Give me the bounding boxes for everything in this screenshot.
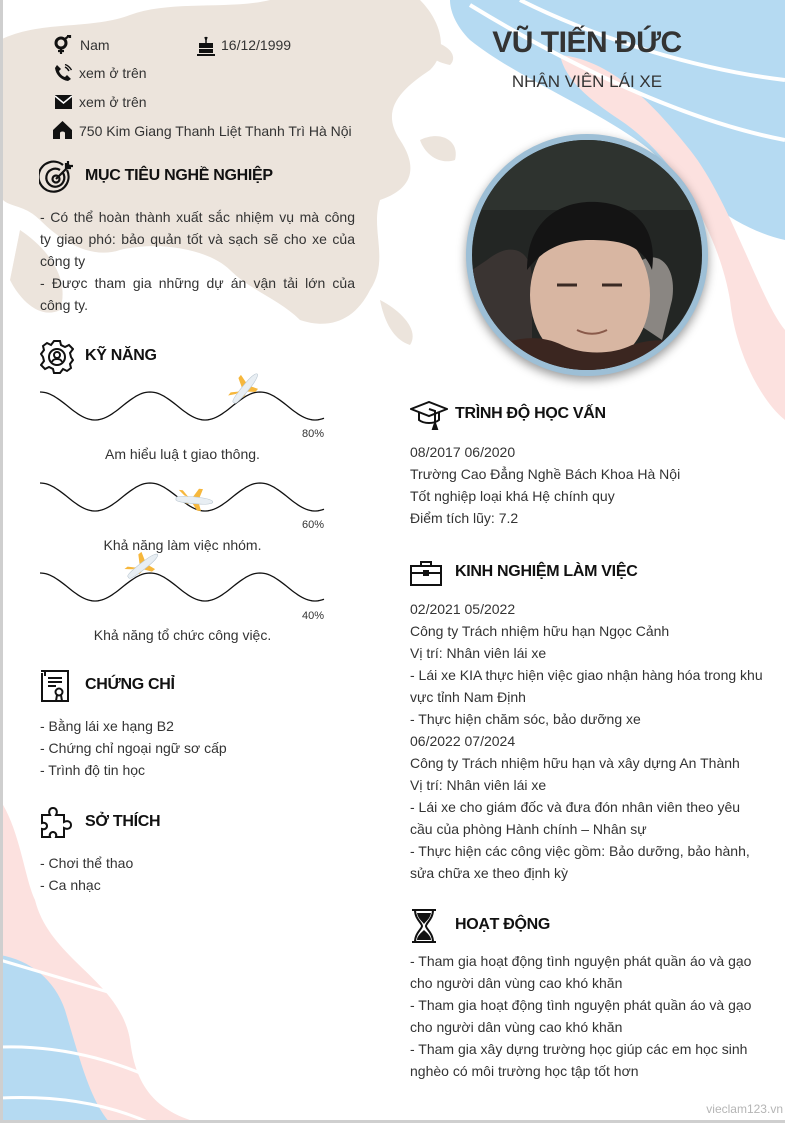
education-title: TRÌNH ĐỘ HỌC VẤN: [455, 405, 606, 422]
activity-line: - Tham gia xây dựng trường học giúp các em học sinh: [410, 1041, 748, 1057]
education-line: Trường Cao Đẳng Nghề Bách Khoa Hà Nội: [410, 466, 681, 482]
email-text: xem ở trên: [79, 94, 147, 110]
objective-title: MỤC TIÊU NGHỀ NGHIỆP: [85, 167, 273, 184]
education-details: [410, 441, 680, 529]
experience-line: 06/2022 07/2024: [410, 733, 516, 749]
hobbies-list: [40, 852, 133, 896]
phone-text: xem ở trên: [79, 65, 147, 81]
objective-line: công ty: [40, 253, 86, 269]
activities-details: [410, 950, 751, 1082]
skill-label: Am hiểu luậ t giao thông.: [105, 446, 260, 462]
experience-line: Vị trí: Nhân viên lái xe: [410, 645, 547, 661]
education-line: Điểm tích lũy: 7.2: [410, 510, 519, 526]
experience-line: - Thực hiện các công việc gồm: Bảo dưỡng, bảo hành,: [410, 843, 750, 859]
skill-percent: 40%: [302, 610, 325, 622]
birthday-text: 16/12/1999: [221, 37, 292, 53]
skill-percent: 60%: [302, 519, 325, 531]
certificate-item: - Bằng lái xe hạng B2: [40, 718, 174, 734]
activity-line: - Tham gia hoạt động tình nguyện phát quần áo và gạo: [410, 997, 752, 1013]
activities-title: HOẠT ĐỘNG: [455, 916, 551, 933]
puzzle-icon: [40, 807, 72, 839]
skills-title: KỸ NĂNG: [85, 347, 157, 364]
certificate-icon: [40, 668, 70, 704]
skill-percent: 80%: [302, 428, 325, 440]
activity-line: cho người dân vùng cao khó khăn: [410, 1019, 623, 1035]
objective-line: - Được tham gia những dự án vận tải lớn của: [40, 275, 355, 291]
profile-photo: [466, 134, 708, 376]
experience-line: - Lái xe KIA thực hiện việc giao nhận hàng hóa trong khu: [410, 667, 763, 683]
airplane-icon: [225, 366, 265, 409]
hobbies-title: SỞ THÍCH: [85, 813, 161, 830]
address-text: 750 Kim Giang Thanh Liệt Thanh Trì Hà Nội: [79, 123, 352, 139]
hobby-item: - Chơi thể thao: [40, 855, 134, 871]
experience-line: Công ty Trách nhiệm hữu hạn và xây dựng An Thành: [410, 755, 740, 771]
experience-line: sửa chữa xe theo định kỳ: [410, 865, 569, 881]
certificate-item: - Chứng chỉ ngoại ngữ sơ cấp: [40, 740, 227, 756]
objective-line: công ty.: [40, 297, 88, 313]
experience-line: vực tỉnh Nam Định: [410, 689, 526, 705]
activity-line: - Tham gia hoạt động tình nguyện phát quần áo và gạo: [410, 953, 752, 969]
activity-line: cho người dân vùng cao khó khăn: [410, 975, 623, 991]
profile-photo-image: [472, 140, 702, 370]
activity-line: nghèo có môi trường học tập tốt hơn: [410, 1063, 639, 1079]
watermark: vieclam123.vn: [706, 1102, 783, 1116]
skill-label: Khả năng tổ chức công việc.: [93, 627, 272, 643]
hourglass-icon: [412, 909, 436, 943]
certificates-list: [40, 715, 227, 781]
experience-line: - Lái xe cho giám đốc và đưa đón nhân viên theo yêu: [410, 799, 741, 815]
experience-line: 02/2021 05/2022: [410, 601, 516, 617]
certificate-item: - Trình độ tin học: [40, 762, 146, 778]
skill-label: Khả năng làm việc nhóm.: [103, 537, 262, 553]
education-line: Tốt nghiệp loại khá Hệ chính quy: [410, 488, 615, 504]
candidate-name: VŨ TIẾN ĐỨC: [492, 26, 682, 59]
experience-line: Công ty Trách nhiệm hữu hạn Ngọc Cảnh: [410, 623, 670, 639]
objective-line: - Có thể hoàn thành xuất sắc nhiệm vụ mà công: [40, 209, 355, 225]
experience-details: [410, 598, 763, 884]
objective-line: ty giao phó: bảo quản tốt và sạch sẽ cho xe của: [40, 231, 355, 247]
gender-text: Nam: [80, 37, 110, 53]
education-line: 08/2017 06/2020: [410, 444, 516, 460]
hobby-item: - Ca nhạc: [40, 877, 101, 893]
experience-line: - Thực hiện chăm sóc, bảo dưỡng xe: [410, 711, 641, 727]
briefcase-icon: [410, 560, 442, 586]
experience-line: cầu của phòng Hành chính – Nhân sự: [410, 821, 647, 837]
graduation-cap-icon: [410, 401, 448, 431]
experience-line: Vị trí: Nhân viên lái xe: [410, 777, 547, 793]
experience-title: KINH NGHIỆM LÀM VIỆC: [455, 563, 638, 580]
job-title: NHÂN VIÊN LÁI XE: [511, 72, 663, 91]
certificates-title: CHỨNG CHỈ: [85, 676, 175, 693]
skill-wave-track: [40, 573, 324, 601]
skill-wave-track: [40, 392, 324, 420]
